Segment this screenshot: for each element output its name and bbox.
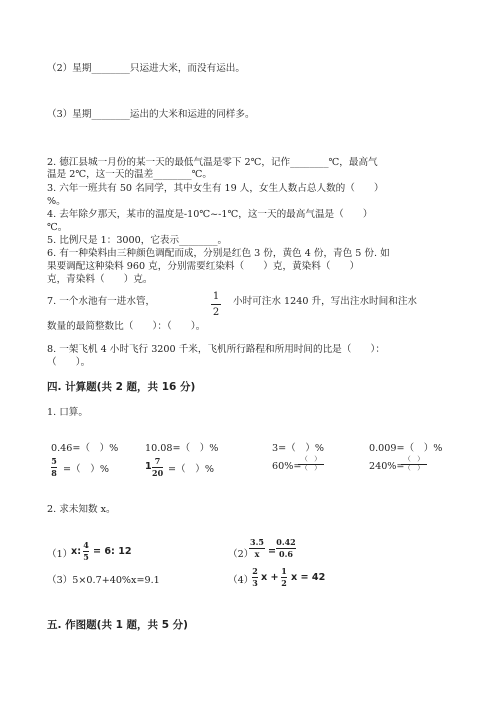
equation-4-fraction-1 <box>252 567 258 588</box>
question-8-line-1: 8. 一架飞机 4 小时飞行 3200 千米，飞机所行路程和所用时间的比是（ ）： <box>47 344 385 355</box>
equation-1-rest: = 6: 12 <box>93 546 132 557</box>
oral-calc-title: 1. 口算。 <box>47 407 88 418</box>
fraction-denominator: x <box>254 549 260 559</box>
question-7-line-1-start: 7. 一个水池有一进水管， <box>47 296 156 307</box>
question-7-line-2: 数量的最简整数比（ ）：（ ）。 <box>47 321 206 332</box>
fraction-numerator: 5 <box>51 456 57 466</box>
question-1-2: （2）星期________只运进大米，而没有运出。 <box>47 63 245 74</box>
question-3-line-1: 3. 六年一班共有 50 名同学，其中女生有 19 人，女生人数占总人数的（ ） <box>47 183 384 194</box>
equation-4-fraction-2 <box>281 567 287 588</box>
fraction-numerator: 0.42 <box>276 537 296 547</box>
equation-1-prefix: x: <box>71 546 82 557</box>
equation-4-rest: x = 42 <box>291 572 326 583</box>
fraction-denominator: 2 <box>212 307 220 318</box>
question-6-line-3: 克，青染料（ ）克。 <box>47 274 153 285</box>
oral-calc-r2c3-prefix: 60%= <box>272 461 302 472</box>
equation-3: （3）5×0.7+40%x=9.1 <box>47 575 160 586</box>
fraction-numerator: 7 <box>154 456 161 466</box>
oral-calc-r2c2-whole: 1 <box>145 461 152 472</box>
oral-calc-r2c1-fraction <box>51 457 57 478</box>
question-2-line-1: 2. 德江县城一月份的某一天的最低气温是零下 2℃，记作________℃，最高气 <box>47 157 378 168</box>
question-6-line-2: 果要调配这种染料 960 克，分别需要红染料（ ）克，黄染料（ ） <box>47 261 360 272</box>
fraction-denominator: （ ） <box>404 464 424 472</box>
equation-2-right-fraction <box>276 538 296 559</box>
fraction-bar <box>211 304 221 305</box>
fraction-denominator: （ ） <box>301 464 321 472</box>
question-3-line-2: %。 <box>47 196 66 207</box>
fraction-denominator: 0.6 <box>279 549 293 559</box>
fraction-denominator: 20 <box>152 468 164 478</box>
question-5: 5. 比例尺是 1：3000，它表示________。 <box>47 235 228 246</box>
fraction-numerator: （ ） <box>301 455 321 463</box>
fraction-numerator: 1 <box>281 566 287 576</box>
fraction-numerator: 4 <box>83 540 89 550</box>
section-4-title: 四. 计算题(共 2 题，共 16 分) <box>47 381 196 393</box>
question-1-3: （3）星期________运出的大米和运进的同样多。 <box>47 109 255 120</box>
equation-4-label: （4） <box>228 575 254 586</box>
fraction-denominator: 3 <box>252 578 258 588</box>
solve-title: 2. 求未知数 x。 <box>47 504 116 515</box>
equation-1-fraction <box>83 541 89 562</box>
oral-calc-r1c1: 0.46=（ ）% <box>51 443 119 454</box>
question-8-line-2: （ ）。 <box>47 357 91 368</box>
oral-calc-r1c4: 0.009=（ ）% <box>369 443 443 454</box>
oral-calc-r2c4-prefix: 240%= <box>369 461 405 472</box>
equation-1-label: （1） <box>47 549 73 560</box>
equation-4-middle: x + <box>261 572 279 583</box>
fraction-denominator: 2 <box>281 578 287 588</box>
fraction-numerator: 3.5 <box>250 537 264 547</box>
question-2-line-2: 温是 2℃，这一天的温差________℃。 <box>47 169 212 180</box>
oral-calc-r2c2: =（ ）% <box>168 464 214 475</box>
equation-2-label: （2） <box>228 549 254 560</box>
oral-calc-r2c3-fraction <box>298 456 324 472</box>
section-5-title: 五. 作图题(共 1 题，共 5 分) <box>47 619 188 631</box>
oral-calc-r2c2-fraction <box>152 457 163 478</box>
question-7-line-1-end: 小时可注水 1240 升，写出注水时间和注水 <box>233 296 418 307</box>
oral-calc-r2c4-fraction <box>401 456 427 472</box>
fraction-numerator: （ ） <box>404 455 424 463</box>
fraction-numerator: 2 <box>252 566 258 576</box>
fraction-denominator: 8 <box>51 468 57 478</box>
oral-calc-r1c2: 10.08=（ ）% <box>145 443 219 454</box>
oral-calc-r1c3: 3=（ ）% <box>272 443 325 454</box>
oral-calc-r2c1: =（ ）% <box>63 464 109 475</box>
question-4-line-2: ℃。 <box>47 222 68 233</box>
fraction-denominator: 5 <box>83 552 89 562</box>
fraction-numerator: 1 <box>212 291 220 302</box>
question-4-line-1: 4. 去年除夕那天，某市的温度是-10℃~-1℃，这一天的最高气温是（ ） <box>47 209 373 220</box>
question-6-line-1: 6. 有一种染料由三种颜色调配而成，分别是红色 3 份，黄色 4 份，青色 5 份. 如 <box>47 248 390 259</box>
question-7-fraction <box>211 290 221 319</box>
equation-2-left-fraction <box>249 538 265 559</box>
equation-2-equals: = <box>268 546 277 557</box>
